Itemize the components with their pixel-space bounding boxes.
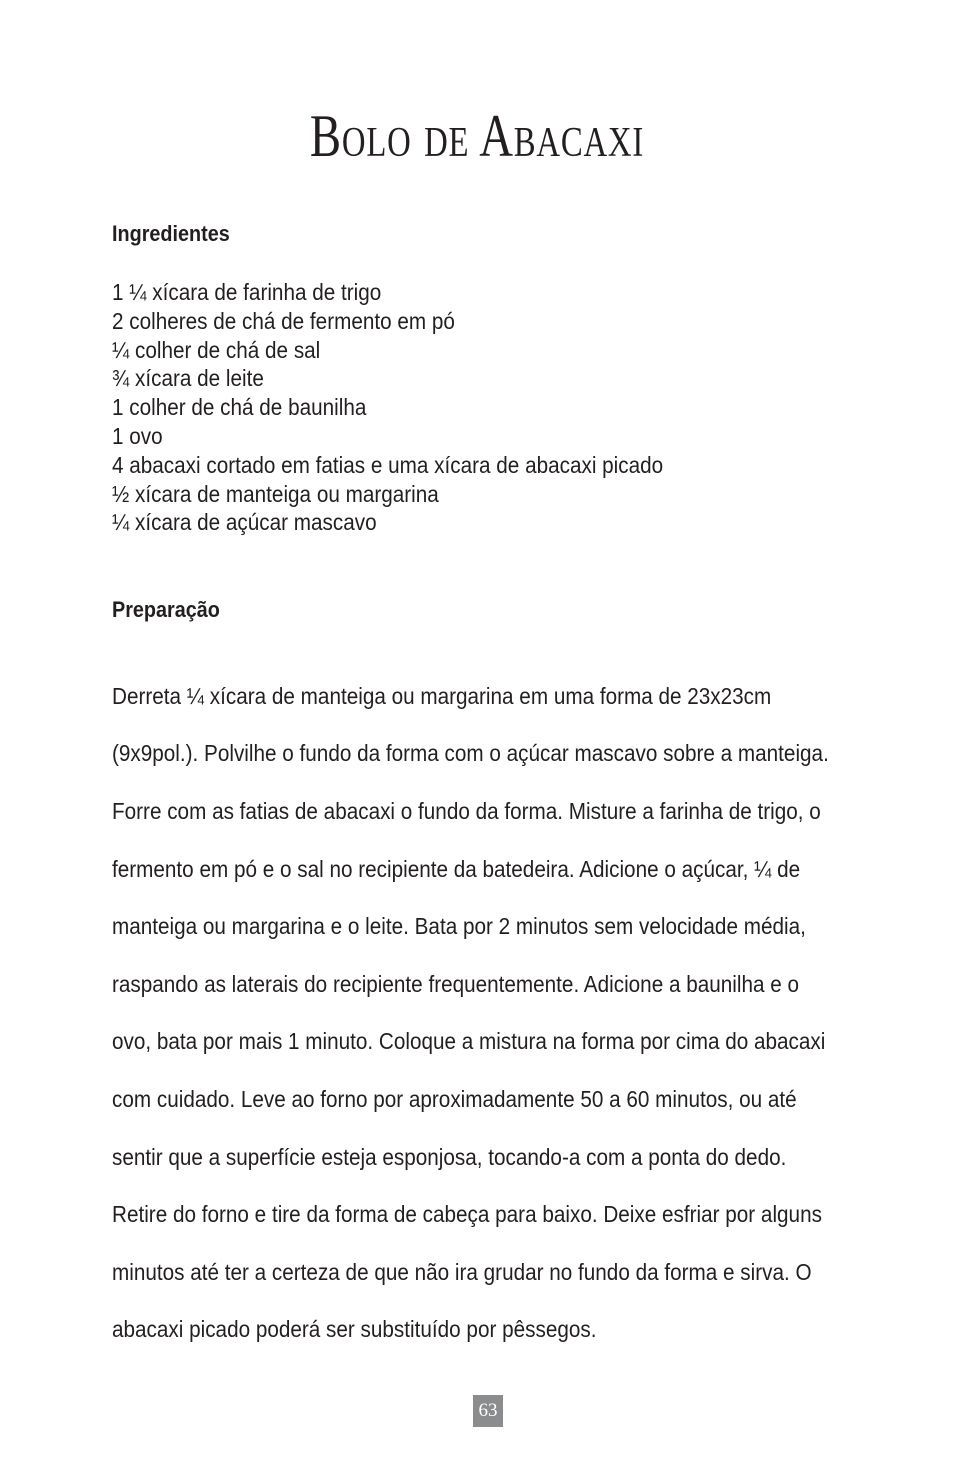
- ingredient-item: ¼ colher de chá de sal: [112, 336, 321, 363]
- ingredient-item: 1 colher de chá de baunilha: [112, 394, 367, 421]
- preparation-line: Forre com as fatias de abacaxi o fundo da forma. Misture a farinha de trigo, o: [112, 797, 821, 824]
- preparation-text: [112, 653, 864, 1373]
- ingredient-list: [112, 278, 663, 537]
- ingredients-heading: Ingredientes: [112, 221, 230, 246]
- ingredient-item: 1 ¼ xícara de farinha de trigo: [112, 279, 382, 305]
- preparation-line: manteiga ou margarina e o leite. Bata por 2 minutos sem velocidade média,: [112, 913, 806, 940]
- preparation-line: ovo, bata por mais 1 minuto. Coloque a mistura na forma por cima do abacaxi: [112, 1028, 826, 1055]
- preparation-line: sentir que a superfície esteja esponjosa, tocando-a com a ponta do dedo.: [112, 1143, 787, 1170]
- preparation-line: raspando as laterais do recipiente frequentemente. Adicione a baunilha e o: [112, 970, 800, 997]
- recipe-title: Bolo de Abacaxi: [309, 103, 645, 169]
- ingredient-item: 1 ovo: [112, 422, 163, 449]
- preparation-line: minutos até ter a certeza de que não ira grudar no fundo da forma e sirva. O: [112, 1258, 812, 1285]
- preparation-heading: Preparação: [112, 597, 220, 622]
- preparation-line: Derreta ¼ xícara de manteiga ou margarina em uma forma de 23x23cm: [112, 682, 772, 709]
- preparation-line: com cuidado. Leve ao forno por aproximadamente 50 a 60 minutos, ou até: [112, 1085, 797, 1112]
- preparation-line: abacaxi picado poderá ser substituído por pêssegos.: [112, 1316, 597, 1343]
- preparation-line: Retire do forno e tire da forma de cabeça para baixo. Deixe esfriar por alguns: [112, 1201, 822, 1228]
- preparation-line: fermento em pó e o sal no recipiente da batedeira. Adicione o açúcar, ¼ de: [112, 855, 801, 882]
- ingredient-item: 4 abacaxi cortado em fatias e uma xícara de abacaxi picado: [112, 451, 664, 478]
- ingredient-item: ½ xícara de manteiga ou margarina: [112, 480, 439, 507]
- ingredient-item: 2 colheres de chá de fermento em pó: [112, 307, 455, 334]
- preparation-line: (9x9pol.). Polvilhe o fundo da forma com o açúcar mascavo sobre a manteiga.: [112, 740, 829, 767]
- ingredient-item: ¾ xícara de leite: [112, 365, 264, 392]
- page-number: 63: [473, 1395, 503, 1427]
- ingredient-item: ¼ xícara de açúcar mascavo: [112, 509, 377, 536]
